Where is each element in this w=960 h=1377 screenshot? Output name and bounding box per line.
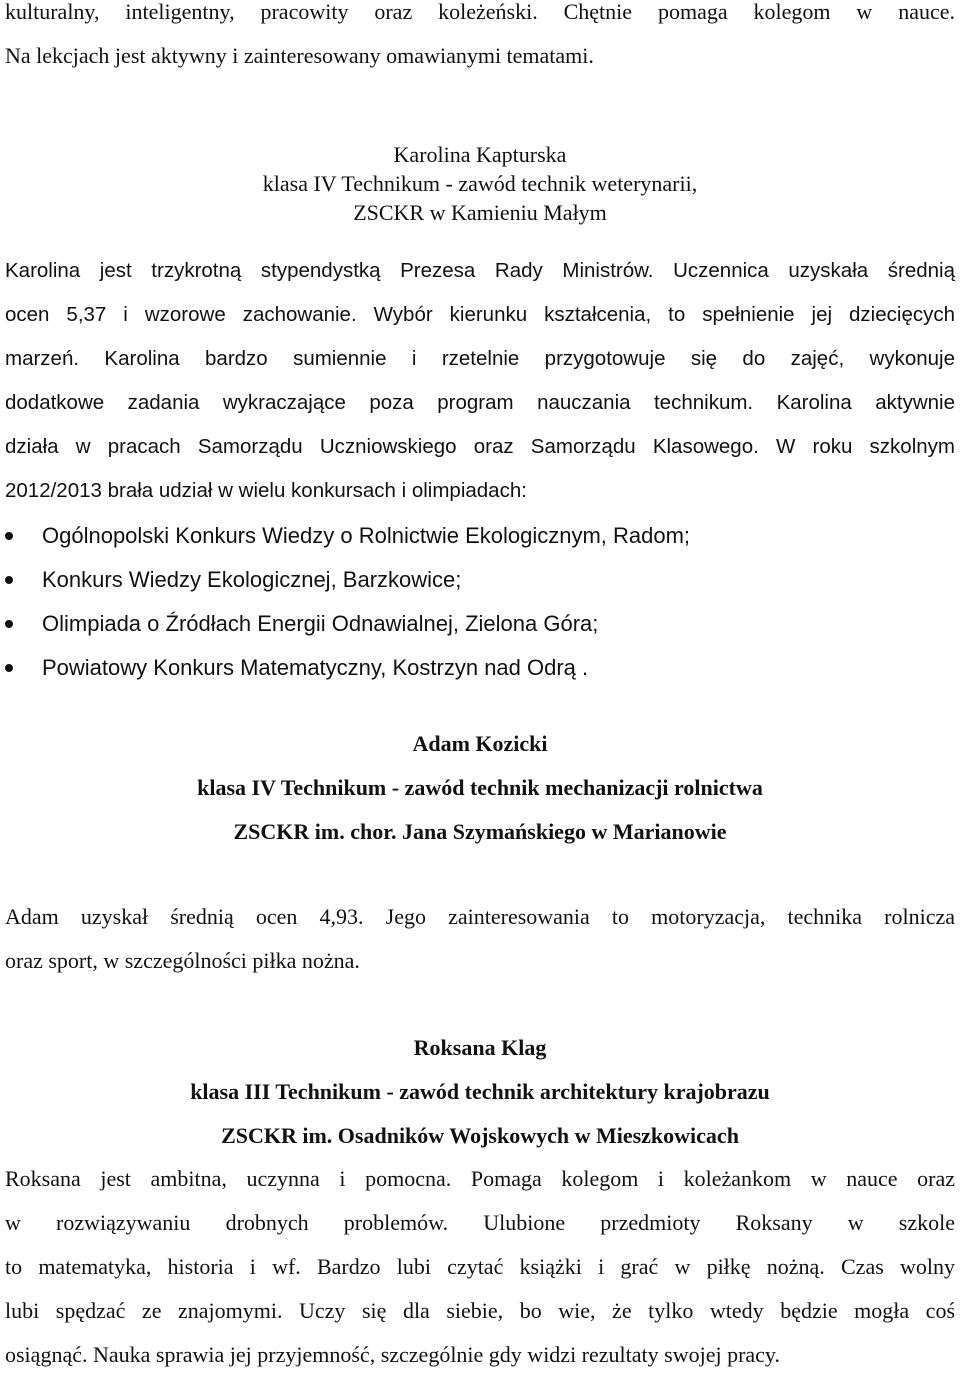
paragraph-line: lubi spędzać ze znajomymi. Uczy się dla siebie, bo wie, że tylko wtedy będzie mogła coś (5, 1298, 955, 1323)
paragraph-line: kulturalny, inteligentny, pracowity oraz koleżeński. Chętnie pomaga kolegom w nauce. (5, 0, 955, 24)
paragraph-line: Roksana jest ambitna, uczynna i pomocna. Pomaga kolegom i koleżankom w nauce oraz (5, 1166, 955, 1191)
paragraph-line: 2012/2013 brała udział w wielu konkursach i olimpiadach: (5, 479, 527, 502)
student-class: klasa IV Technikum - zawód technik mechanizacji rolnictwa (197, 775, 763, 800)
bullet-icon (5, 664, 13, 672)
student-name: Roksana Klag (413, 1035, 547, 1060)
paragraph-line: marzeń. Karolina bardzo sumiennie i rzetelnie przygotowuje się do zajęć, wykonuje (5, 347, 955, 370)
student-header-karolina (5, 140, 955, 227)
student-school: ZSCKR im. Osadników Wojskowych w Mieszkowicach (221, 1123, 739, 1148)
paragraph-line: działa w pracach Samorządu Uczniowskiego oraz Samorządu Klasowego. W roku szkolnym (5, 435, 955, 458)
student-header-roksana (5, 1026, 955, 1158)
student-paragraph-adam (5, 895, 955, 983)
paragraph-line: w rozwiązywaniu drobnych problemów. Ulubione przedmioty Roksany w szkole (5, 1210, 955, 1235)
intro-paragraph (5, 0, 955, 78)
student-school: ZSCKR w Kamieniu Małym (353, 200, 607, 225)
student-class: klasa III Technikum - zawód technik architektury krajobrazu (190, 1079, 770, 1104)
paragraph-line: ocen 5,37 i wzorowe zachowanie. Wybór kierunku kształcenia, to spełnienie jej dziecięcych (5, 303, 955, 326)
paragraph-line: dodatkowe zadania wykraczające poza program nauczania technikum. Karolina aktywnie (5, 391, 955, 414)
student-header-adam (5, 722, 955, 854)
student-paragraph-roksana (5, 1157, 955, 1377)
student-name: Karolina Kapturska (393, 142, 567, 167)
paragraph-line: to matematyka, historia i wf. Bardzo lubi czytać książki i grać w piłkę nożną. Czas wolny (5, 1254, 955, 1279)
paragraph-line: osiągnąć. Nauka sprawia jej przyjemność, szczególnie gdy widzi rezultaty swojej pracy. (5, 1342, 781, 1367)
paragraph-line: oraz sport, w szczególności piłka nożna. (5, 948, 360, 973)
paragraph-line: Na lekcjach jest aktywny i zainteresowany omawianymi tematami. (5, 43, 594, 68)
student-school: ZSCKR im. chor. Jana Szymańskiego w Marianowie (233, 819, 727, 844)
student-class: klasa IV Technikum - zawód technik weterynarii, (262, 171, 698, 196)
paragraph-line: Adam uzyskał średnią ocen 4,93. Jego zainteresowania to motoryzacja, technika rolnicza (5, 904, 955, 929)
student-name: Adam Kozicki (412, 731, 548, 756)
bullet-icon (5, 620, 13, 628)
student-paragraph-karolina (5, 249, 955, 513)
paragraph-line: Karolina jest trzykrotną stypendystką Prezesa Rady Ministrów. Uczennica uzyskała średnią (5, 259, 955, 282)
bullet-icon (5, 532, 13, 540)
bullet-icon (5, 576, 13, 584)
